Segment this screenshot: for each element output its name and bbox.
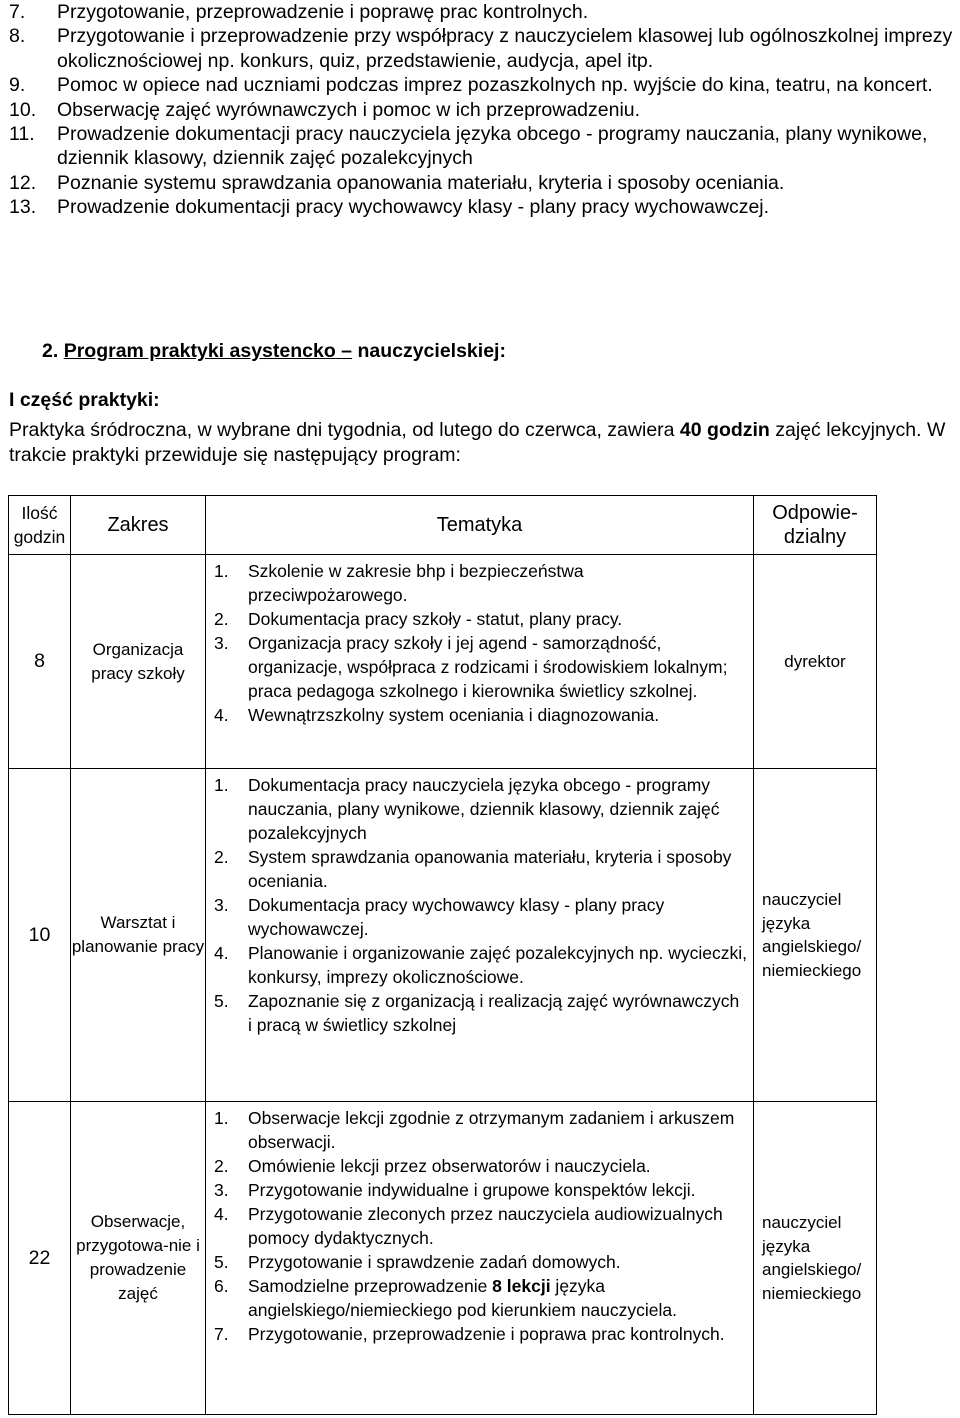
table-row bbox=[9, 555, 877, 769]
header-tematyka: Tematyka bbox=[206, 496, 754, 555]
topic-text-b: języka angielskiego/niemieckiego pod kierunkiem nauczyciela. bbox=[248, 1276, 677, 1320]
topic-number: 2. bbox=[214, 609, 229, 629]
topic-number: 2. bbox=[214, 847, 229, 867]
topic-item bbox=[214, 1322, 747, 1346]
topic-number: 1. bbox=[214, 561, 229, 581]
cell-zakres: Organizacja pracy szkoły bbox=[71, 555, 206, 769]
topic-number: 3. bbox=[214, 1180, 229, 1200]
intro-text-a: Praktyka śródroczna, w wybrane dni tygodnia, od lutego do czerwca, zawiera bbox=[9, 419, 680, 441]
cell-hours: 22 bbox=[9, 1102, 71, 1415]
topic-text: Przygotowanie indywidualne i grupowe konspektów lekcji. bbox=[248, 1180, 696, 1200]
intro-paragraph bbox=[9, 418, 959, 467]
part-heading: I część praktyki: bbox=[9, 389, 160, 411]
program-table bbox=[8, 495, 877, 1415]
topic-text: Przygotowanie zleconych przez nauczyciela audiowizualnych pomocy dydaktycznych. bbox=[248, 1204, 723, 1248]
cell-tematyka bbox=[206, 769, 754, 1102]
cell-odpowiedzialny: dyrektor bbox=[754, 555, 877, 769]
topic-text: Obserwacje lekcji zgodnie z otrzymanym zadaniem i arkuszem obserwacji. bbox=[248, 1108, 735, 1152]
topic-number: 4. bbox=[214, 705, 229, 725]
list-item-number: 11. bbox=[9, 123, 35, 146]
list-item bbox=[9, 122, 959, 171]
list-item-number: 10. bbox=[9, 98, 37, 121]
topic-text: System sprawdzania opanowania materiału, kryteria i sposoby oceniania. bbox=[248, 847, 732, 891]
section-heading bbox=[42, 340, 506, 363]
section-number: 2. bbox=[42, 340, 59, 362]
topic-number: 1. bbox=[214, 1108, 229, 1128]
list-item-number: 13. bbox=[9, 196, 37, 219]
list-item-text: Przygotowanie i przeprowadzenie przy współpracy z nauczycielem klasowej lub ogólnoszkolnej imprezy okolicznościowej np. konkurs, quiz, przedstawienie, audycja, apel itp. bbox=[57, 25, 953, 72]
cell-odpowiedzialny: nauczyciel języka angielskiego/ niemieckiego bbox=[754, 1102, 877, 1415]
topic-item bbox=[214, 773, 747, 845]
topic-number: 2. bbox=[214, 1156, 229, 1176]
topic-item bbox=[214, 703, 747, 727]
cell-zakres: Warsztat i planowanie pracy bbox=[71, 769, 206, 1102]
list-item-number: 8. bbox=[9, 25, 26, 48]
list-item bbox=[9, 73, 959, 97]
topic-item bbox=[214, 1178, 747, 1202]
header-zakres: Zakres bbox=[71, 496, 206, 555]
topic-number: 4. bbox=[214, 943, 229, 963]
topic-text: Zapoznanie się z organizacją i realizacją zajęć wyrównawczych i pracą w świetlicy szkolnej bbox=[248, 991, 740, 1035]
topic-item bbox=[214, 1202, 747, 1250]
intro-hours-bold: 40 godzin bbox=[679, 419, 770, 441]
cell-zakres: Obserwacje, przygotowa-nie i prowadzenie zajęć bbox=[71, 1102, 206, 1415]
list-item bbox=[9, 98, 959, 122]
topic-item bbox=[214, 1154, 747, 1178]
cell-hours: 8 bbox=[9, 555, 71, 769]
section-title-part2: nauczycielskiej: bbox=[357, 340, 506, 362]
header-hours: Ilość godzin bbox=[9, 496, 71, 555]
topic-text: Dokumentacja pracy szkoły - statut, plany pracy. bbox=[248, 609, 623, 629]
cell-hours: 10 bbox=[9, 769, 71, 1102]
topic-item bbox=[214, 1250, 747, 1274]
list-item-number: 9. bbox=[9, 74, 26, 97]
topic-item bbox=[214, 559, 747, 607]
topic-item bbox=[214, 1274, 747, 1322]
topic-text-bold: 8 lekcji bbox=[492, 1276, 551, 1296]
topic-item bbox=[214, 607, 747, 631]
topic-item bbox=[214, 631, 747, 703]
section-title-dash: – bbox=[341, 340, 353, 362]
topic-text: Przygotowanie i sprawdzenie zadań domowych. bbox=[248, 1252, 621, 1272]
list-item-text: Prowadzenie dokumentacji pracy wychowawcy klasy - plany pracy wychowawczej. bbox=[57, 196, 770, 219]
topic-text: Dokumentacja pracy wychowawcy klasy - plany pracy wychowawczej. bbox=[248, 895, 665, 939]
table-row bbox=[9, 769, 877, 1102]
section-title-part1: Program praktyki asystencko bbox=[63, 340, 336, 362]
topic-text: Organizacja pracy szkoły i jej agend - samorządność, organizacje, współpraca z rodzicami i środowiskiem lokalnym; praca pedagoga szkolnego i kierownika świetlicy szkolnej. bbox=[248, 633, 728, 701]
topic-item bbox=[214, 989, 747, 1037]
topic-text: Omówienie lekcji przez obserwatorów i nauczyciela. bbox=[248, 1156, 651, 1176]
topic-item bbox=[214, 845, 747, 893]
topic-item bbox=[214, 893, 747, 941]
topic-number: 7. bbox=[214, 1324, 229, 1344]
list-item-text: Poznanie systemu sprawdzania opanowania materiału, kryteria i sposoby oceniania. bbox=[57, 171, 785, 194]
list-item bbox=[9, 24, 959, 73]
section-title bbox=[64, 340, 352, 362]
table-header-row bbox=[9, 496, 877, 555]
topic-item bbox=[214, 941, 747, 989]
topic-number: 4. bbox=[214, 1204, 229, 1224]
topic-text bbox=[248, 1274, 747, 1322]
list-item-text: Przygotowanie, przeprowadzenie i poprawę prac kontrolnych. bbox=[57, 1, 589, 23]
topic-text: Planowanie i organizowanie zajęć pozalekcyjnych np. wycieczki, konkursy, imprezy okolicznościowe. bbox=[248, 943, 748, 987]
list-item-text: Pomoc w opiece nad uczniami podczas imprez pozaszkolnych np. wyjście do kina, teatru, na koncert. bbox=[57, 74, 933, 97]
cell-tematyka bbox=[206, 555, 754, 769]
topic-number: 3. bbox=[214, 633, 229, 653]
topic-text: Dokumentacja pracy nauczyciela języka obcego - programy nauczania, plany wynikowe, dziennik klasowy, dziennik zajęć pozalekcyjnych bbox=[248, 775, 720, 843]
topic-number: 6. bbox=[214, 1276, 229, 1296]
topic-text: Przygotowanie, przeprowadzenie i poprawa prac kontrolnych. bbox=[248, 1324, 725, 1344]
topic-number: 5. bbox=[214, 991, 229, 1011]
cell-tematyka bbox=[206, 1102, 754, 1415]
topic-number: 1. bbox=[214, 775, 229, 795]
list-item-text: Obserwację zajęć wyrównawczych i pomoc w ich przeprowadzeniu. bbox=[57, 98, 641, 121]
topic-text: Wewnątrzszkolny system oceniania i diagnozowania. bbox=[248, 705, 660, 725]
list-item-number: 7. bbox=[9, 1, 26, 23]
list-item bbox=[9, 195, 959, 219]
list-item-number: 12. bbox=[9, 171, 37, 194]
list-item-text: Prowadzenie dokumentacji pracy nauczyciela języka obcego - programy nauczania, plany wynikowe, dziennik klasowy, dziennik zajęć pozalekcyjnych bbox=[57, 123, 928, 170]
list-item bbox=[9, 171, 959, 195]
topic-number: 5. bbox=[214, 1252, 229, 1272]
topic-text-a: Samodzielne przeprowadzenie bbox=[248, 1276, 493, 1296]
topic-text: Szkolenie w zakresie bhp i bezpieczeństwa przeciwpożarowego. bbox=[248, 561, 584, 605]
numbered-list bbox=[9, 0, 959, 220]
topic-item bbox=[214, 1106, 747, 1154]
list-item bbox=[9, 0, 959, 24]
topic-number: 3. bbox=[214, 895, 229, 915]
header-odpowiedzialny: Odpowie-dzialny bbox=[754, 496, 877, 555]
intro-text-b: zajęć lekcyjnych. W trakcie praktyki przewiduje się następujący program: bbox=[9, 419, 946, 466]
cell-odpowiedzialny: nauczyciel języka angielskiego/ niemieckiego bbox=[754, 769, 877, 1102]
table-row bbox=[9, 1102, 877, 1415]
